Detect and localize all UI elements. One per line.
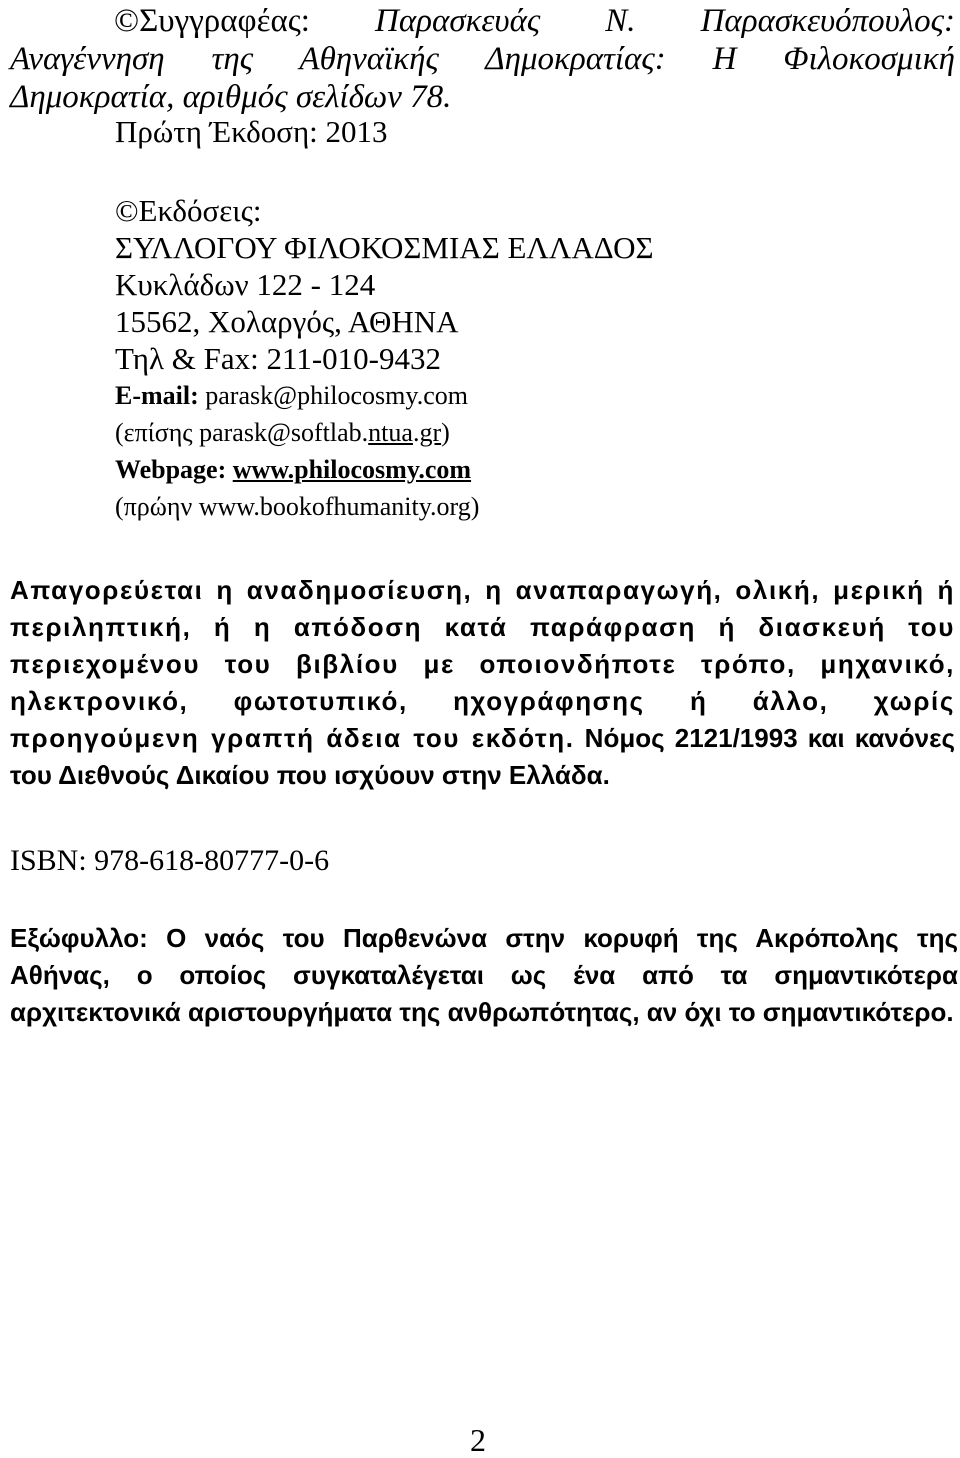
author-line-3: Δημοκρατία, αριθμός σελίδων 78. — [10, 79, 452, 115]
publisher-name: ΣΥΛΛΟΓΟΥ ΦΙΛΟΚΟΣΜΙΑΣ ΕΛΛΑΔΟΣ — [115, 230, 654, 265]
publisher-former-web: (πρώην www.bookofhumanity.org) — [115, 492, 480, 521]
alt-email-dot: . — [412, 418, 420, 447]
edition-info: Πρώτη Έκδοση: 2013 — [115, 114, 388, 149]
author-prefix: ©Συγγραφέας: — [114, 3, 310, 39]
publisher-web-row — [115, 451, 654, 488]
copyright-notice — [10, 572, 955, 794]
publisher-alt-email-row — [115, 414, 654, 451]
web-label: Webpage: — [115, 455, 227, 484]
web-link[interactable]: www.philocosmy.com — [232, 455, 472, 484]
copyright-law: Νόμος 2121/1993 και κανόνες του Διεθνούς Δικαίου που ισχύουν στην Ελλάδα. — [10, 723, 955, 790]
author-line-1 — [10, 2, 955, 40]
cover-label: Εξώφυλλο: — [10, 923, 148, 953]
cover-text: Ο ναός του Παρθενώνα στην κορυφή της Ακρόπολης της Αθήνας, ο οποίος συγκαταλέγεται ως ένα από τα σημαντικότερα αρχιτεκτονικά αριστουργήματα της ανθρωπότητας, αν όχι το σημαντικότερο. — [10, 923, 958, 1027]
isbn: ISBN: 978-618-80777-0-6 — [10, 844, 330, 877]
alt-email-link-ntua[interactable]: ntua — [368, 418, 413, 447]
author-block — [10, 2, 955, 116]
author-line-2: Αναγέννηση της Αθηναϊκής Δημοκρατίας: Η Φιλοκοσμική — [10, 41, 955, 77]
copyright-prohibition: Απαγορεύεται η αναδημοσίευση, η αναπαραγωγή, ολική, μερική ή περιληπτική, ή η απόδοση κατά παράφραση ή διασκευή του περιεχομένου του βιβλίου με οποιονδήποτε τρόπο, μηχανικό, ηλεκτρονικό, φωτοτυπικό, ηχογράφησης ή άλλο, χωρίς προηγούμενη γραπτή άδεια του εκδότη. — [10, 575, 955, 753]
publisher-email-row — [115, 377, 654, 414]
alt-email-close: ) — [441, 418, 450, 447]
publisher-street: Κυκλάδων 122 - 124 — [115, 267, 376, 302]
publisher-block — [115, 192, 654, 525]
alt-email-link-gr[interactable]: gr — [419, 418, 442, 447]
email-label: E-mail: — [115, 381, 199, 410]
publisher-city: 15562, Χολαργός, ΑΘΗΝΑ — [115, 304, 459, 339]
email-link[interactable]: parask@philocosmy.com — [205, 381, 468, 410]
cover-description — [10, 920, 958, 1031]
author-name: Παρασκευάς Ν. Παρασκευόπουλος: — [375, 3, 956, 39]
publisher-phone: Τηλ & Fax: 211-010-9432 — [115, 341, 441, 376]
alt-email-text: (επίσης parask@softlab. — [115, 418, 369, 447]
page-number: 2 — [470, 1422, 486, 1458]
publisher-label: ©Εκδόσεις: — [115, 193, 262, 228]
